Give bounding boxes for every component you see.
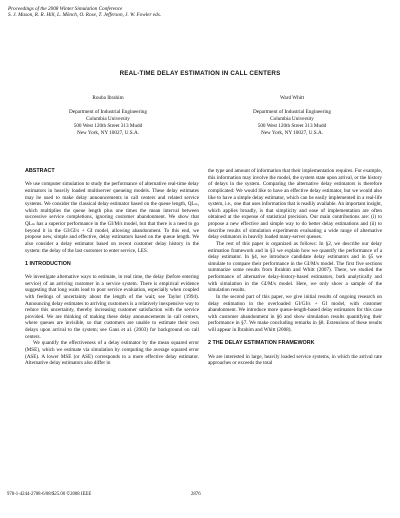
page-number: 2876 — [191, 492, 201, 497]
author-block-1 — [28, 95, 188, 137]
author-address: 500 West 120th Street 313 Mudd — [73, 123, 143, 130]
author-city: New York, NY 10027, U.S.A. — [260, 130, 324, 137]
author-address: 500 West 120th Street 313 Mudd — [257, 123, 327, 130]
body-paragraph: We are interested in large, heavily loaded service systems, in which the arrival rate approaches or exceeds the total — [208, 353, 382, 367]
author-university: Columbia University — [270, 116, 314, 123]
proceedings-header — [8, 6, 161, 19]
author-department: Department of Industrial Engineering — [69, 109, 147, 116]
section-heading-framework: 2 THE DELAY ESTIMATION FRAMEWORK — [208, 340, 315, 347]
footer-isbn: 978-1-4244-2708-6/08/$25.00 ©2008 IEEE — [7, 492, 92, 497]
body-paragraph: the type and amount of information that their implementation requires. For example, this information may involve the model, the system state upon arrival, or the history of delays in the system. Comparing the alternative delay estimators is therefore complicated: We would like to have an effective delay estimator, but we would also like to have a simple delay estimator, which can be easily implemented in a real-life system, i.e., one that uses information that is readily available. An important insight, which applies broadly, is that simplicity and ease of implementation are often obtained at the expense of statistical precision. Our main contributions are: (i) to propose a new effective and simple way to do better delay estimations and (ii) to describe results of simulation experiments evaluating a wide range of alternative delay estimators in heavily loaded many-server queues. — [208, 168, 382, 241]
paper-title: REAL-TIME DELAY ESTIMATION IN CALL CENTERS — [119, 70, 281, 77]
proceedings-editors: S. J. Mason, R. R. Hill, L. Mönch, O. Rose, T. Jefferson, J. W. Fowler eds. — [8, 12, 162, 19]
author-name: Rouba Ibrahim — [92, 95, 124, 101]
left-column — [25, 168, 199, 367]
author-block-2 — [212, 95, 372, 137]
author-department: Department of Industrial Engineering — [253, 109, 331, 116]
author-city: New York, NY 10027, U.S.A. — [76, 130, 140, 137]
author-name: Ward Whitt — [279, 95, 305, 101]
intro-paragraph: We investigate alternative ways to estimate, in real time, the delay (before entering service) of an arriving customer in a service system. There is empirical evidence suggesting that long waits lead to poor service evaluation, especially when coupled with feelings of uncertainty about the length of the wait; see Taylor (1994). Announcing delay estimates to arriving customers is a relatively inexpensive way to reduce this uncertainty, thereby increasing customer satisfaction with the service provided. We are thinking of making these delay announcements in call centers, where queues are invisible, so that customers are unable to estimate their own delays upon arrival to the system; see Gans et al. (2003) for background on call centers. — [25, 274, 199, 340]
abstract-text: We use computer simulation to study the performance of alternative real-time delay estimators in heavily loaded multiserver queueing models. These delay estimates may be used to make delay announcements in call centers and related service systems. We consider the classical delay estimator based on the queue length, QLₘ, which multiplies the queue length plus one times the mean interval between successive service completions, ignoring customer abandonment. We show that QLₘ has a superior performance in the GI/M/s model, but that there is a need to go beyond it in the GI/GI/s + GI model, allowing abandonment. To this end, we propose new, simple and effective, delay estimators based on the queue length. We also consider a delay estimator based on recent customer delay history in the system: the delay of the last customer to enter service, LES. — [25, 181, 199, 254]
section-heading-introduction: 1 INTRODUCTION — [25, 260, 71, 267]
proceedings-title: Proceedings of the 2008 Winter Simulation Conference — [8, 6, 123, 12]
right-column — [208, 168, 382, 367]
body-paragraph: The rest of this paper is organized as follows: In §2, we describe our delay estimation framework and in §3 we explain how we quantify the performance of a delay estimator. In §4, we introduce candidate delay estimators and in §5 we simulate to compare their performance in the GI/M/s model. The first five sections summarize some results from Ibrahim and Whitt (2007). There, we studied the performance of alternative delay-history-based estimators, both analytically and with simulation in the GI/M/s model. Here, we only show a sample of the simulation results. — [208, 240, 382, 294]
author-university: Columbia University — [86, 116, 130, 123]
body-paragraph: In the second part of this paper, we give initial results of ongoing research on delay estimation in the overloaded GI/GI/s + GI model, with customer abandonment. We introduce more queue-length-based delay estimators for this case with customer abandonment in §6 and show simulation results quantifying their performance in §7. We make concluding remarks in §8. Extensions of these results will appear in Ibrahim and Whitt (2008). — [208, 293, 382, 333]
intro-paragraph: We quantify the effectiveness of a delay estimator by the mean squared error (MSE), which we estimate via simulation by computing the average squared error (ASE). A lower MSE (or ASE) corresponds to a more effective delay estimator. Alternative delay estimators also differ in — [25, 340, 199, 367]
abstract-heading: ABSTRACT — [25, 168, 55, 174]
